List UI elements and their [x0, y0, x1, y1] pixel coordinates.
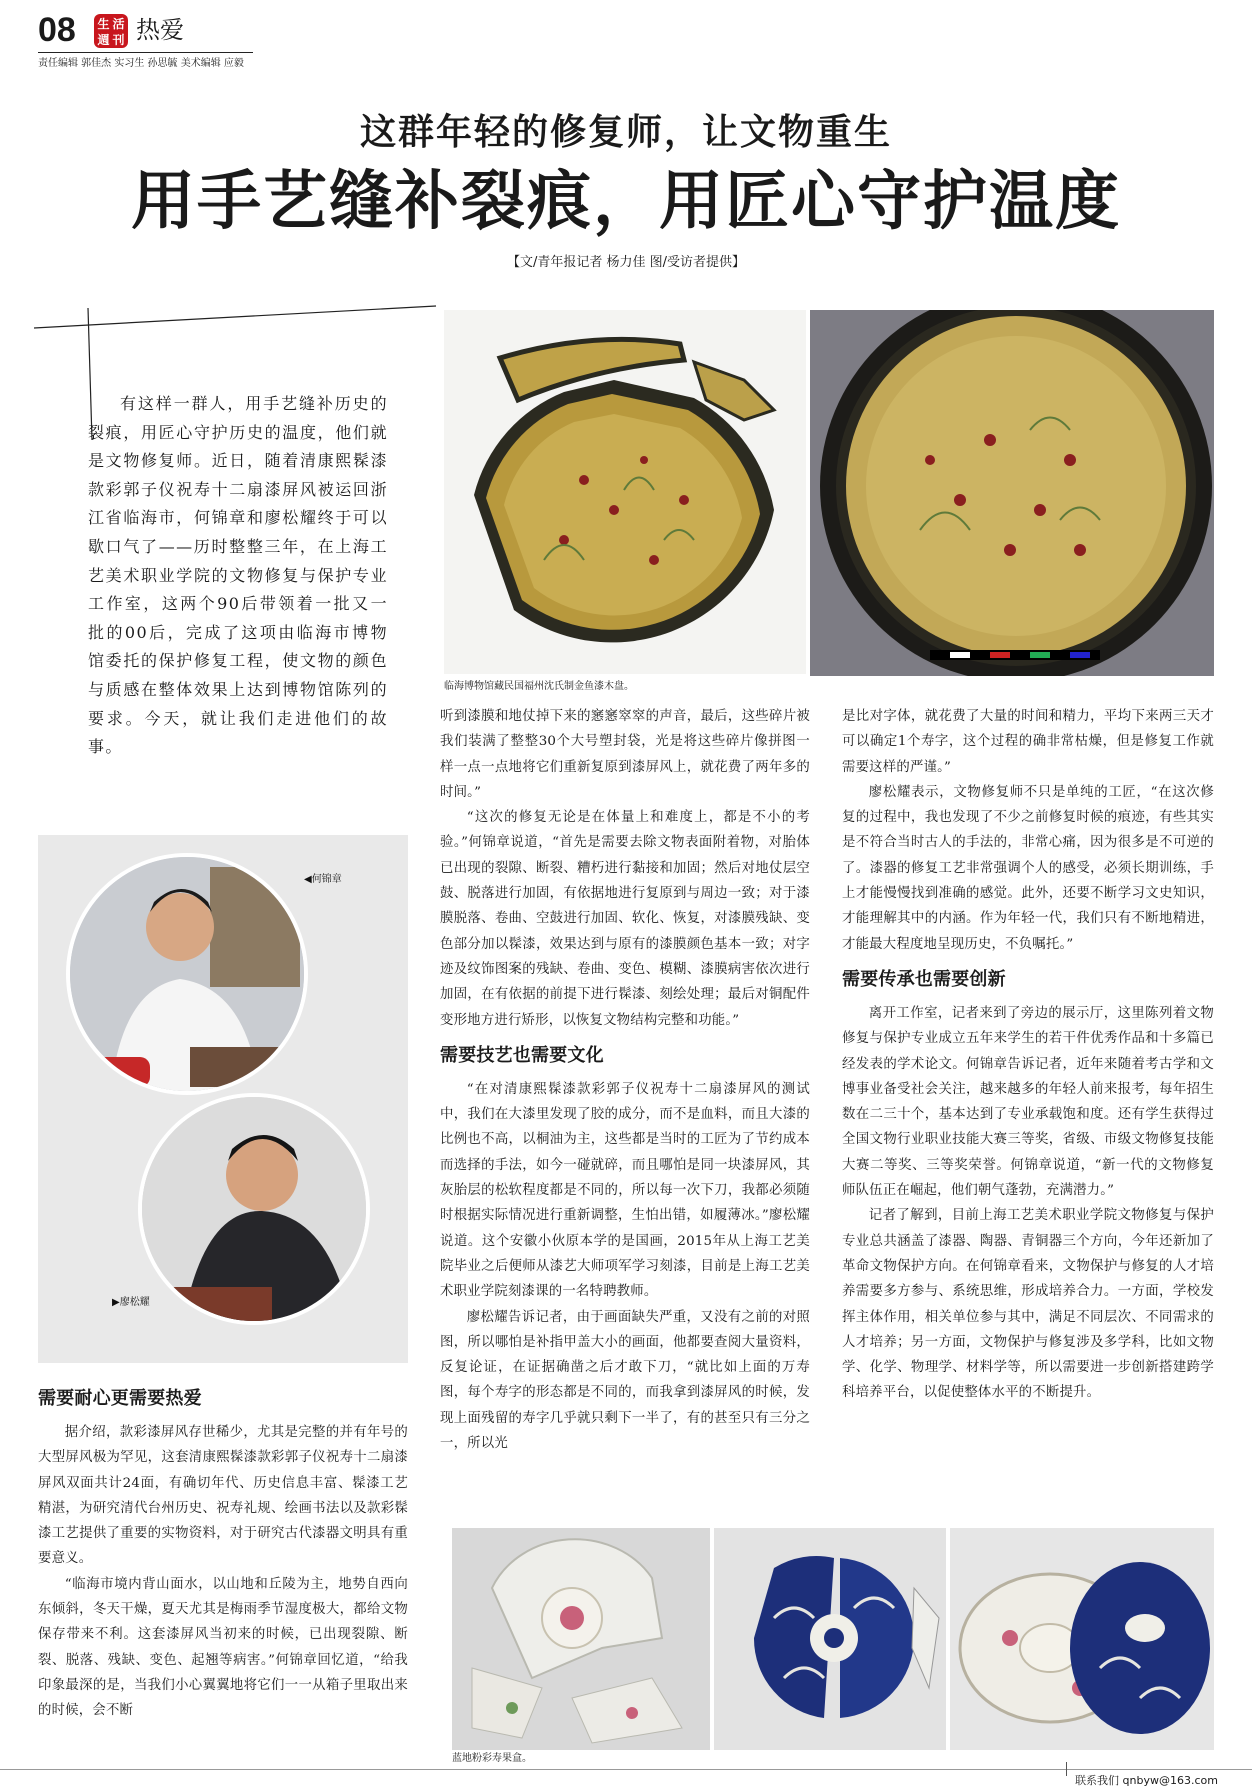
- section-name: 热爱: [136, 16, 184, 44]
- paragraph: “这次的修复无论是在体量上和难度上，都是不小的考验。”何锦章说道，“首先是需要去除文物表面附着物，对胎体已出现的裂隙、断裂、糟朽进行黏接和加固；然后对地仗层空鼓、脱落进行加固，有依据地进行复原到与周边一致；对于漆膜脱落、卷曲、空鼓进行加固、软化、恢复，对漆膜残缺、变色部分加以髹漆，效果达到与原有的漆膜颜色基本一致；对字迹及纹饰图案的残缺、卷曲、变色、模糊、漆膜病害依次进行加固，在有依据的前提下进行髹漆、刻绘处理；最后对铜配件变形地方进行矫形，以恢复文物结构完整和功能。”: [440, 810, 810, 1028]
- column-2: [440, 704, 810, 1456]
- broken-blue-porcelain-photo: [714, 1528, 946, 1750]
- section-heading-skill: 需要技艺也需要文化: [440, 1044, 604, 1066]
- paragraph: 是比对字体，就花费了大量的时间和精力，平均下来两三天才可以确定1个寿字，这个过程的确非常枯燥，但是修复工作就需要这样的严谨。”: [842, 709, 1214, 775]
- paragraph: 廖松耀告诉记者，由于画面缺失严重，又没有之前的对照图，所以哪怕是补指甲盖大小的画面，他都要查阅大量资料，反复论证，在证据确凿之后才敢下刀，“就比如上面的万寿图，每个寿字的形态都是不同的，而我拿到漆屏风的时候，发现上面残留的寿字几乎就只剩下一半了，有的甚至只有三分之一，所以光: [440, 1309, 810, 1452]
- paragraph: “临海市境内背山面水，以山地和丘陵为主，地势自西向东倾斜，冬天干燥，夏天尤其是梅雨季节湿度极大，都给文物保存带来不利。这套漆屏风当初来的时候，已出现裂隙、断裂、脱落、残缺、变色、起翘等病害。”何锦章回忆道，“给我印象最深的是，当我们小心翼翼地将它们一一从箱子里取出来的时候，会不断: [38, 1576, 408, 1719]
- paragraph: 记者了解到，目前上海工艺美术职业学院文物修复与保护专业总共涵盖了漆器、陶器、青铜器三个方向，今年还新加了革命文物保护方向。在何锦章看来，文物保护与修复的人才培养需要多方参与、系统思维，形成培养合力。一方面，学校发挥主体作用，相关单位参与其中，满足不同层次、不同需求的人才培养；另一方面，文物保护与修复涉及多学科，比如文物学、化学、物理学、材料学等，所以需要进一步创新搭建跨学科培养平台，以促使整体水平的不断提升。: [842, 1208, 1214, 1401]
- paragraph: 听到漆膜和地仗掉下来的窸窸窣窣的声音，最后，这些碎片被我们装满了整整30个大号塑封袋，光是将这些碎片像拼图一样一点一点地将它们重新复原到漆屏风上，就花费了两年多的时间。”: [440, 709, 810, 800]
- publication-logo: [94, 14, 128, 48]
- portrait-liao-songyao: [138, 1093, 370, 1325]
- label-liao-songyao: ▶廖松耀: [112, 1297, 150, 1308]
- portrait-he-jinzhang: [66, 853, 308, 1095]
- article-title: 用手艺缝补裂痕，用匠心守护温度: [131, 164, 1121, 239]
- footer-tick: [1066, 1762, 1067, 1776]
- column-3: [842, 704, 1214, 1406]
- logo-char: 週: [97, 32, 110, 47]
- restored-porcelain-box-photo: [950, 1528, 1214, 1750]
- paragraph: 离开工作室，记者来到了旁边的展示厅，这里陈列着文物修复与保护专业成立五年来学生的若干件优秀作品和十多篇已经发表的学术论文。何锦章告诉记者，近年来随着考古学和文博事业备受社会关注，越来越多的年轻人前来报考，每年招生数在二三十个，基本达到了专业承载饱和度。还有学生获得过全国文物行业职业技能大赛三等奖，省级、市级文物修复技能大赛二等奖、三等奖荣誉。何锦章说道，“新一代的文物修复师队伍正在崛起，他们朝气蓬勃，充满潜力。”: [842, 1005, 1214, 1199]
- logo-char: 刊: [112, 32, 125, 47]
- page-number: 08: [38, 11, 76, 49]
- editor-credits: 责任编辑 郭佳杰 实习生 孙思毓 美术编辑 应毅: [38, 58, 244, 69]
- byline: 【文/青年报记者 杨力佳 图/受访者提供】: [506, 255, 746, 270]
- paragraph: “在对清康熙髹漆款彩郭子仪祝寿十二扇漆屏风的测试中，我们在大漆里发现了胶的成分，而不是血料，而且大漆的比例也不高，以桐油为主，这些都是当时的工匠为了节约成本而选择的手法，如今一碰就碎，而且哪怕是同一块漆屏风，其灰胎层的松软程度都是不同的，所以每一次下刀，我都必须随时根据实际情况进行重新调整，生怕出错，如履薄冰。”廖松耀说道。这个安徽小伙原本学的是国画，2015年从上海工艺美院毕业之后便师从漆艺大师项军学习刻漆，目前是上海工艺美术职业学院刻漆课的一名特聘教师。: [440, 1081, 810, 1300]
- restored-lacquer-plate-photo: [810, 310, 1214, 676]
- footer-contact: 联系我们 qnbyw@163.com: [1075, 1774, 1218, 1787]
- plate-photo-caption: 临海博物馆藏民国福州沈氏制金鱼漆木盘。: [444, 681, 634, 692]
- broken-lacquer-plate-photo: [444, 310, 806, 674]
- broken-porcelain-box-photo: [452, 1528, 710, 1750]
- label-he-jinzhang: ◀何锦章: [304, 874, 342, 885]
- paragraph: 据介绍，款彩漆屏风存世稀少，尤其是完整的并有年号的大型屏风极为罕见，这套清康熙髹漆款彩郭子仪祝寿十二扇漆屏风双面共计24面，有确切年代、历史信息丰富、髹漆工艺精湛，为研究清代台州历史、祝寿礼规、绘画书法以及款彩髹漆工艺提供了重要的实物资料，对于研究古代漆器文明具有重要意义。: [38, 1425, 408, 1567]
- section-heading-innovation: 需要传承也需要创新: [842, 968, 1006, 990]
- logo-char: 活: [112, 16, 125, 31]
- portrait-panel: [38, 835, 408, 1363]
- porcelain-photo-caption: 蓝地粉彩寿果盒。: [452, 1753, 532, 1764]
- column-1: [38, 1386, 408, 1724]
- intro-text: 有这样一群人，用手艺缝补历史的裂痕，用匠心守护历史的温度，他们就是文物修复师。近日，随着清康熙髹漆款彩郭子仪祝寿十二扇漆屏风被运回浙江省临海市，何锦章和廖松耀终于可以歇口气了——历时整整三年，在上海工艺美术职业学院的文物修复与保护专业工作室，这两个90后带领着一批又一批的00后，完成了这项由临海市博物馆委托的保护修复工程，使文物的颜色与质感在整体效果上达到博物馆陈列的要求。今天，就让我们走进他们的故事。: [88, 394, 388, 757]
- paragraph: 廖松耀表示，文物修复师不只是单纯的工匠，“在这次修复的过程中，我也发现了不少之前修复时候的痕迹，有些其实是不符合当时古人的手法的，非常心痛，因为很多是不可逆的了。漆器的修复工艺非常强调个人的感受，必须长期训练，手上才能慢慢找到准确的感觉。此外，还要不断学习文史知识，才能理解其中的内涵。作为年轻一代，我们只有不断地精进，才能最大程度地呈现历史，不负嘱托。”: [842, 784, 1214, 952]
- logo-char: 生: [97, 16, 110, 31]
- header-divider: [38, 52, 253, 53]
- section-heading-patience: 需要耐心更需要热爱: [38, 1388, 202, 1409]
- article-subtitle: 这群年轻的修复师，让文物重生: [359, 112, 892, 153]
- footer-divider: [0, 1769, 1252, 1770]
